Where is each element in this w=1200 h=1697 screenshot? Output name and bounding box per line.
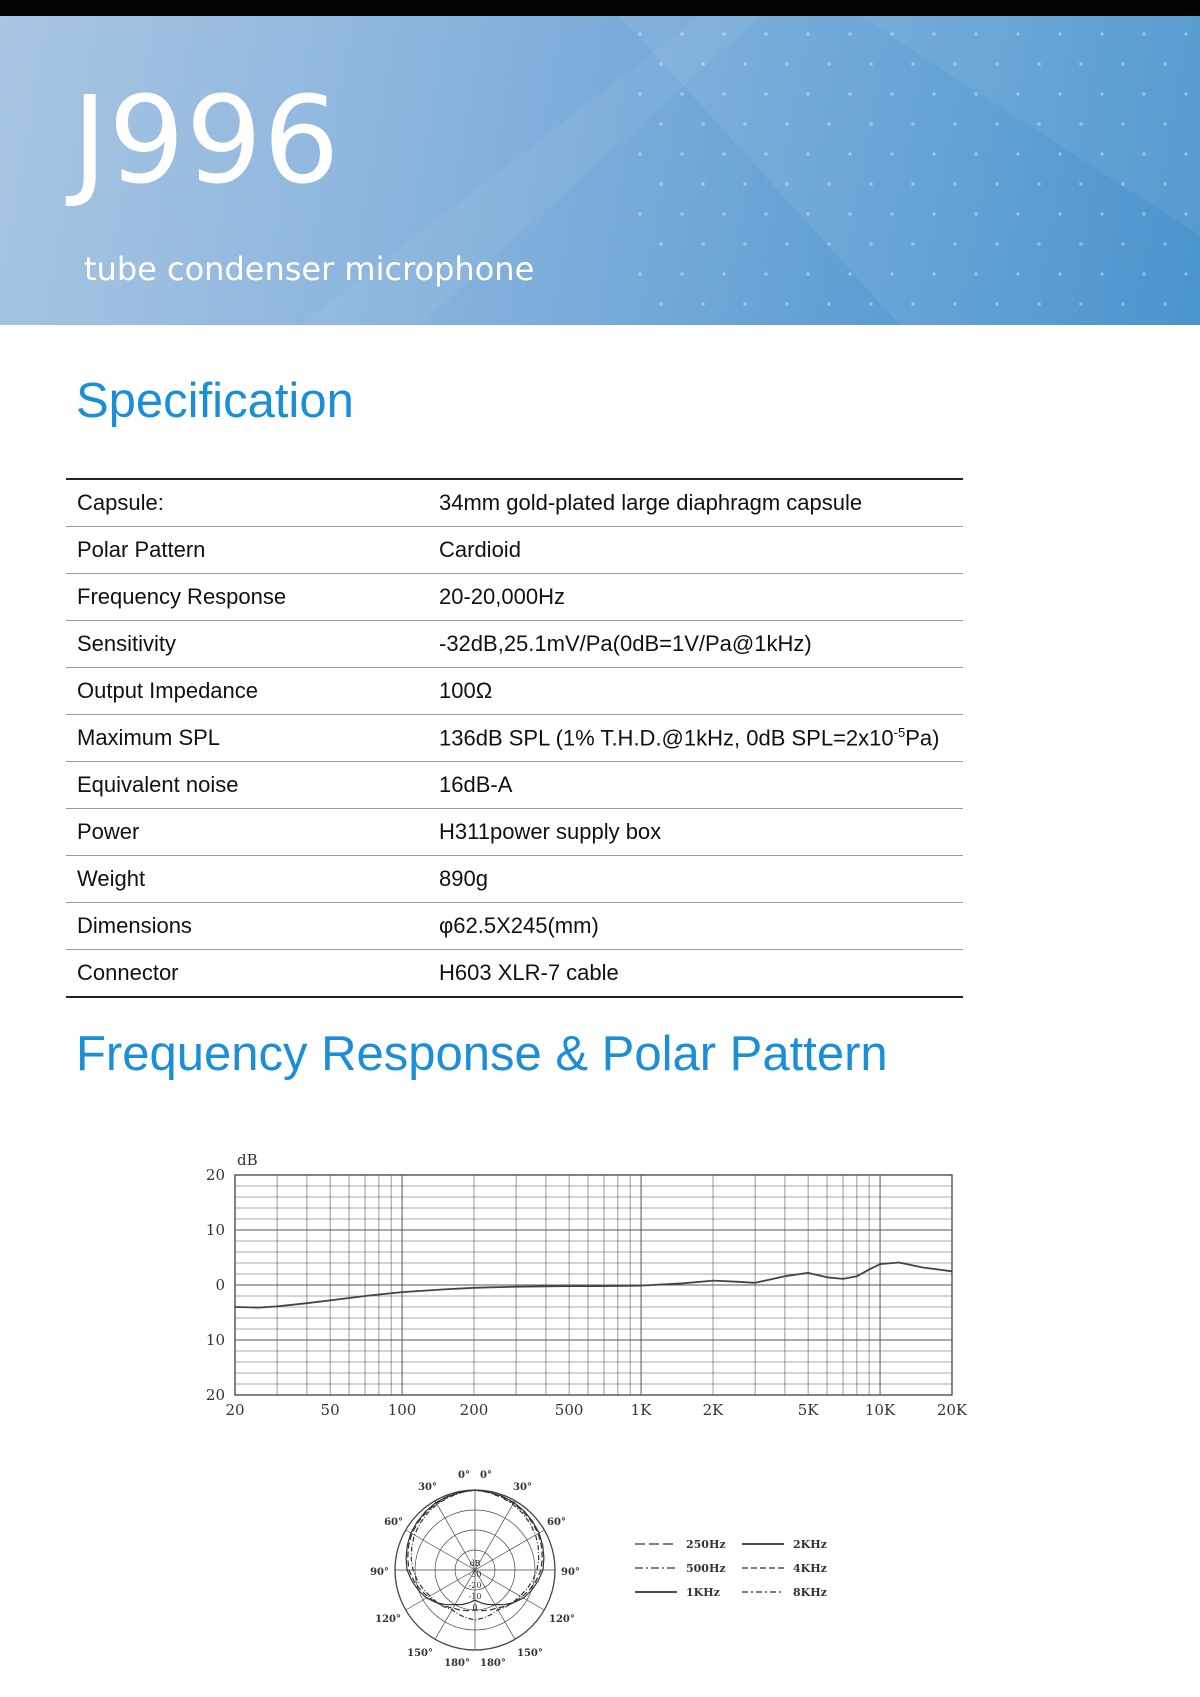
- spec-label: Frequency Response: [66, 574, 428, 621]
- x-tick-label: 20K: [936, 1401, 968, 1415]
- polar-radial-label: 0: [472, 1603, 478, 1612]
- spl-exponent: -5: [893, 724, 906, 740]
- spec-label: Polar Pattern: [66, 527, 428, 574]
- header-banner: [0, 16, 1200, 325]
- x-tick-label: 100: [387, 1401, 417, 1415]
- x-tick-label: 20: [225, 1401, 245, 1415]
- y-tick-label: 10: [205, 1221, 225, 1239]
- polar-angle-label: 60°: [384, 1517, 403, 1528]
- y-tick-label: 20: [205, 1386, 225, 1404]
- spec-value: [428, 715, 963, 762]
- spec-label: Dimensions: [66, 903, 428, 950]
- polar-angle-label: 150°: [517, 1648, 543, 1659]
- x-tick-label: 5K: [797, 1401, 819, 1415]
- polar-angle-label: 60°: [547, 1517, 566, 1528]
- table-row: [66, 950, 963, 998]
- table-row: [66, 856, 963, 903]
- polar-legend: [630, 1530, 850, 1610]
- legend-label: 1KHz: [686, 1586, 720, 1599]
- legend-label: 250Hz: [686, 1538, 726, 1551]
- y-tick-label: 0: [215, 1276, 225, 1294]
- table-row: [66, 809, 963, 856]
- polar-angle-label: 0°: [480, 1470, 492, 1481]
- table-row: [66, 762, 963, 809]
- spec-value: 890g: [428, 856, 963, 903]
- polar-radial-label: -30: [468, 1570, 482, 1579]
- legend-label: 8KHz: [793, 1586, 827, 1599]
- polar-angle-label: 30°: [513, 1482, 532, 1493]
- spec-value: Cardioid: [428, 527, 963, 574]
- x-tick-label: 10K: [864, 1401, 896, 1415]
- x-tick-label: 1K: [630, 1401, 652, 1415]
- spec-value: φ62.5X245(mm): [428, 903, 963, 950]
- spec-value: 100Ω: [428, 668, 963, 715]
- x-tick-label: 200: [459, 1401, 489, 1415]
- spec-value: 34mm gold-plated large diaphragm capsule: [428, 479, 963, 527]
- polar-spoke: [475, 1501, 515, 1570]
- spec-label: Power: [66, 809, 428, 856]
- table-row: [66, 574, 963, 621]
- spec-value: 16dB-A: [428, 762, 963, 809]
- spec-value: H603 XLR-7 cable: [439, 960, 619, 985]
- polar-angle-label: 90°: [561, 1567, 580, 1578]
- model-title: J996: [72, 72, 341, 211]
- specification-table: [66, 478, 963, 998]
- spec-label: Maximum SPL: [66, 715, 428, 762]
- spec-label: Capsule:: [66, 479, 428, 527]
- frequency-polar-heading: Frequency Response & Polar Pattern: [76, 1027, 888, 1081]
- polar-radial-label: -20: [468, 1581, 482, 1590]
- polar-angle-label: 180°: [480, 1658, 506, 1669]
- table-row: [66, 668, 963, 715]
- y-tick-label: 20: [205, 1166, 225, 1184]
- specification-heading: Specification: [76, 374, 354, 428]
- polar-angle-label: 120°: [549, 1614, 575, 1625]
- table-row: [66, 527, 963, 574]
- spec-label: Connector: [77, 960, 179, 985]
- x-tick-label: 2K: [702, 1401, 724, 1415]
- polar-pattern-chart: [355, 1470, 595, 1670]
- y-axis-label: dB: [237, 1151, 258, 1169]
- polar-angle-label: 90°: [370, 1567, 389, 1578]
- legend-label: 500Hz: [686, 1562, 726, 1575]
- polar-spoke: [475, 1530, 544, 1570]
- polar-angle-label: 120°: [375, 1614, 401, 1625]
- spec-value: 20-20,000Hz: [428, 574, 963, 621]
- spec-label: Output Impedance: [66, 668, 428, 715]
- polar-angle-label: 30°: [418, 1482, 437, 1493]
- spec-label: Sensitivity: [66, 621, 428, 668]
- x-tick-label: 500: [554, 1401, 584, 1415]
- polar-angle-label: 150°: [407, 1648, 433, 1659]
- table-row: [66, 479, 963, 527]
- table-row: [66, 903, 963, 950]
- spl-value-text: 136dB SPL (1% T.H.D.@1kHz, 0dB SPL=2x10: [439, 725, 894, 751]
- legend-label: 4KHz: [793, 1562, 827, 1575]
- legend-label: 2KHz: [793, 1538, 827, 1551]
- spl-value-suffix: Pa): [905, 725, 940, 751]
- spec-label: Weight: [66, 856, 428, 903]
- spec-label: Equivalent noise: [66, 762, 428, 809]
- spec-value: -32dB,25.1mV/Pa(0dB=1V/Pa@1kHz): [428, 621, 963, 668]
- table-row: [66, 621, 963, 668]
- polar-radial-label: dB: [469, 1559, 481, 1568]
- polar-radial-label: -10: [468, 1592, 482, 1601]
- y-tick-label: 10: [205, 1331, 225, 1349]
- polar-angle-label: 0°: [458, 1470, 470, 1481]
- polar-spoke: [406, 1530, 475, 1570]
- table-row: [66, 715, 963, 762]
- top-bar: [0, 0, 1200, 16]
- frequency-response-chart: [195, 1145, 975, 1415]
- spec-value: H311power supply box: [428, 809, 963, 856]
- x-tick-label: 50: [320, 1401, 340, 1415]
- polar-angle-label: 180°: [444, 1658, 470, 1669]
- product-subtitle: tube condenser microphone: [84, 250, 535, 288]
